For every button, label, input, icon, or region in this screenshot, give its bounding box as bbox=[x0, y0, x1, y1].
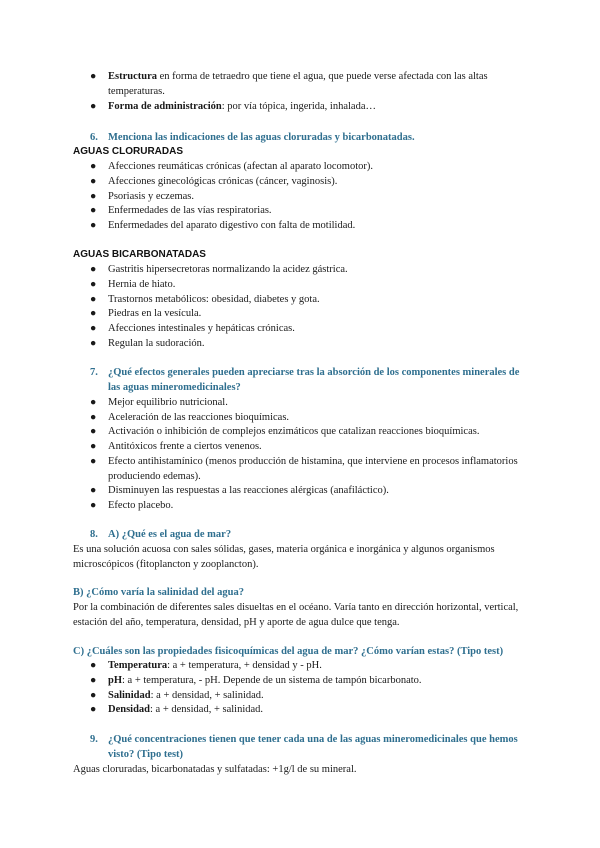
list-item: Piedras en la vesícula. bbox=[108, 308, 202, 319]
item-text: : a + densidad, + salinidad. bbox=[150, 704, 264, 715]
list-item bbox=[108, 100, 526, 115]
bullet-glyph: ● bbox=[90, 308, 97, 319]
list-item: Afecciones intestinales y hepáticas crónicas. bbox=[108, 323, 295, 334]
list-item: Hernia de hiato. bbox=[108, 279, 176, 290]
question-8c: C) ¿Cuáles son las propiedades fisicoquímicas del agua de mar? ¿Cómo varían estas? (Tipo test) bbox=[73, 646, 504, 657]
question-6: Menciona las indicaciones de las aguas cloruradas y bicarbonatadas. bbox=[108, 132, 415, 143]
item-term: pH bbox=[108, 675, 123, 686]
bullet-glyph: ● bbox=[90, 264, 97, 275]
item-text: : por vía tópica, ingerida, inhalada… bbox=[221, 101, 376, 112]
item-term: Salinidad bbox=[108, 690, 151, 701]
bullet-glyph: ● bbox=[90, 456, 97, 467]
item-term: Densidad bbox=[108, 704, 151, 715]
bullet-glyph: ● bbox=[90, 161, 97, 172]
bullet-glyph: ● bbox=[90, 500, 97, 511]
bullet-glyph: ● bbox=[90, 690, 97, 701]
bullet-glyph: ● bbox=[90, 191, 97, 202]
item-text: en forma de tetraedro que tiene el agua, que puede verse afectada con las altas temperaturas. bbox=[108, 71, 488, 97]
question-number: 6. bbox=[90, 132, 98, 143]
list-item: Psoriasis y eczemas. bbox=[108, 191, 195, 202]
bullet-glyph: ● bbox=[90, 71, 97, 82]
bullet-glyph: ● bbox=[90, 220, 97, 231]
bullet-glyph: ● bbox=[90, 441, 97, 452]
bullet-glyph: ● bbox=[90, 338, 97, 349]
question-8b: B) ¿Cómo varía la salinidad del agua? bbox=[73, 587, 244, 598]
bullet-glyph: ● bbox=[90, 675, 97, 686]
section-heading-cloruradas: AGUAS CLORURADAS bbox=[73, 146, 183, 157]
item-term: Estructura bbox=[108, 71, 157, 82]
item-text: : a + temperatura, + densidad y - pH. bbox=[167, 660, 322, 671]
list-item: Regulan la sudoración. bbox=[108, 338, 205, 349]
answer-paragraph: Por la combinación de diferentes sales disueltas en el océano. Varía tanto en dirección horizontal, vertical, estación del año, temperatura, densidad, pH y aporte de agua dulce que tenga. bbox=[73, 602, 519, 628]
question-number: 8. bbox=[90, 529, 98, 540]
bullet-glyph: ● bbox=[90, 205, 97, 216]
bullet-glyph: ● bbox=[90, 660, 97, 671]
list-item: Afecciones ginecológicas crónicas (cáncer, vaginosis). bbox=[108, 176, 338, 187]
list-item bbox=[108, 674, 526, 689]
list-item: Aceleración de las reacciones bioquímicas. bbox=[108, 412, 290, 423]
question-number: 9. bbox=[90, 734, 98, 745]
item-text: : a + temperatura, - pH. Depende de un sistema de tampón bicarbonato. bbox=[122, 675, 422, 686]
item-text: : a + densidad, + salinidad. bbox=[150, 690, 264, 701]
list-item: Trastornos metabólicos: obesidad, diabetes y gota. bbox=[108, 294, 320, 305]
bullet-glyph: ● bbox=[90, 323, 97, 334]
list-item: Antitóxicos frente a ciertos venenos. bbox=[108, 441, 262, 452]
question-8a: A) ¿Qué es el agua de mar? bbox=[108, 529, 232, 540]
list-item bbox=[108, 689, 526, 704]
bullet-glyph: ● bbox=[90, 176, 97, 187]
answer-paragraph: Es una solución acuosa con sales sólidas, gases, materia orgánica e inorgánica y algunos organismos microscópicos (fitoplancton y zooplancton). bbox=[73, 544, 495, 570]
list-item: Gastritis hipersecretoras normalizando la acidez gástrica. bbox=[108, 264, 348, 275]
list-item: Efecto placebo. bbox=[108, 500, 174, 511]
list-item: Disminuyen las respuestas a las reacciones alérgicas (anafiláctico). bbox=[108, 485, 389, 496]
list-item: Enfermedades de las vías respiratorias. bbox=[108, 205, 272, 216]
bullet-glyph: ● bbox=[90, 412, 97, 423]
bullet-glyph: ● bbox=[90, 101, 97, 112]
item-term: Temperatura bbox=[108, 660, 168, 671]
question-number: 7. bbox=[90, 367, 98, 378]
question-7: ¿Qué efectos generales pueden apreciarse tras la absorción de los componentes minerales de las aguas mineromedicinales? bbox=[108, 367, 520, 393]
question-9: ¿Qué concentraciones tienen que tener cada una de las aguas mineromedicinales que hemos visto? (Tipo test) bbox=[108, 734, 518, 760]
bullet-glyph: ● bbox=[90, 704, 97, 715]
bullet-glyph: ● bbox=[90, 397, 97, 408]
bullet-glyph: ● bbox=[90, 279, 97, 290]
bullet-glyph: ● bbox=[90, 485, 97, 496]
list-item: Efecto antihistamínico (menos producción de histamina, que interviene en procesos inflamatorios produciendo edemas). bbox=[108, 456, 518, 482]
list-item: Enfermedades del aparato digestivo con falta de motilidad. bbox=[108, 220, 356, 231]
answer-paragraph: Aguas cloruradas, bicarbonatadas y sulfatadas: +1g/l de su mineral. bbox=[73, 764, 357, 775]
list-item: Mejor equilibrio nutricional. bbox=[108, 397, 228, 408]
bullet-glyph: ● bbox=[90, 426, 97, 437]
list-item bbox=[108, 659, 526, 674]
section-heading-bicarbonatadas: AGUAS BICARBONATADAS bbox=[73, 249, 206, 260]
list-item: Afecciones reumáticas crónicas (afectan al aparato locomotor). bbox=[108, 161, 373, 172]
list-item bbox=[108, 70, 526, 99]
item-term: Forma de administración bbox=[108, 101, 222, 112]
bullet-glyph: ● bbox=[90, 294, 97, 305]
list-item bbox=[108, 703, 526, 718]
list-item: Activación o inhibición de complejos enzimáticos que catalizan reacciones bioquímicas. bbox=[108, 426, 480, 437]
